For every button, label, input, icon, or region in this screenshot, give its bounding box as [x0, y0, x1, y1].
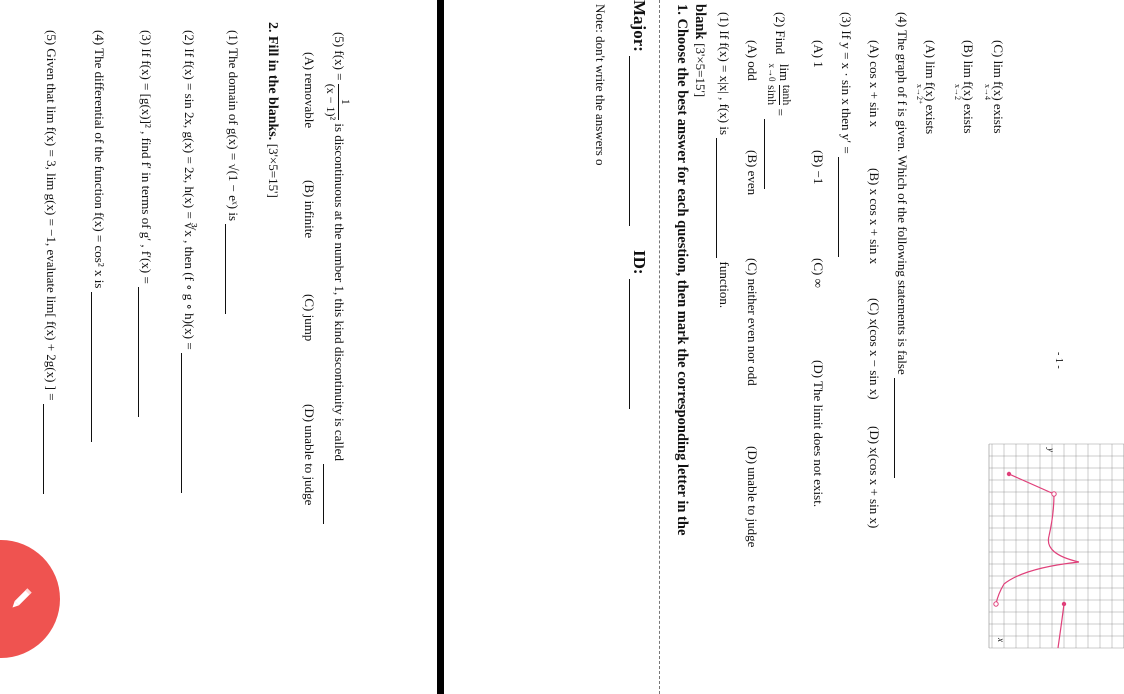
q5-option-d: (D) unable to judge	[302, 404, 317, 506]
q4-blank[interactable]	[894, 378, 907, 478]
q5-text: (5) f(x) = 1 (x − 1)² is discontinuous at the number 1, this kind discontinuity is called	[323, 32, 353, 524]
q2-blank[interactable]	[764, 119, 777, 189]
q1-blank[interactable]	[716, 138, 729, 258]
q1-text: (1) If f(x) = x|x| , f(x) is function.	[717, 12, 732, 309]
b4-text: (4) The differential of the function f(x) = cos² x is	[91, 30, 107, 442]
b1-text: (1) The domain of g(x) = √(1 − eˣ) is	[225, 30, 241, 314]
left-page	[0, 0, 437, 694]
q3-text: (3) If y = x · sin x then y′ =	[838, 12, 854, 257]
q3-blank[interactable]	[838, 157, 851, 257]
function-graph	[989, 444, 1124, 648]
b2-text: (2) If f(x) = sin 2x, g(x) = 2x, h(x) = ∛x , then (f ∘ g ∘ h)(x) =	[181, 30, 197, 493]
major-label: Major:	[629, 0, 649, 226]
q1-option-a: (A) odd	[745, 40, 760, 81]
b1-blank[interactable]	[225, 224, 238, 314]
section2-title: 2. Fill in the blanks. [3'×5=15']	[265, 22, 281, 198]
q3-option-b: (B) x cos x + sin x	[867, 168, 882, 265]
q4-text: (4) The graph of f is given. Which of the following statements is false	[894, 12, 910, 478]
q4-option-a: (A) lim f(x) exists x→2⁺	[915, 40, 938, 135]
q2-text: (2) Find lim x→0 tanh sinh =	[764, 12, 794, 189]
id-field[interactable]	[629, 279, 644, 409]
q1-option-d: (D) unable to judge	[745, 446, 760, 548]
pencil-icon	[7, 585, 35, 613]
section1-title: 1. Choose the best answer for each question, then mark the corresponding letter in the	[674, 4, 690, 536]
q5-option-c: (C) jump	[302, 294, 317, 342]
q5-blank[interactable]	[323, 464, 336, 524]
q2-option-a: (A) 1	[811, 40, 826, 68]
dashed-separator	[659, 0, 660, 694]
q5-option-a: (A) removable	[302, 52, 317, 129]
page-divider	[437, 0, 444, 694]
graph-y-label: y	[1046, 448, 1056, 452]
page-number: - 1 -	[1053, 352, 1064, 369]
graph-curve	[996, 474, 1079, 648]
q3-option-c: (C) x(cos x − sin x)	[867, 298, 882, 400]
right-page	[444, 0, 1064, 694]
q2-option-c: (C) ∞	[811, 258, 826, 288]
id-label: ID:	[629, 250, 649, 409]
b5-text: (5) Given that lim f(x) = 3, lim g(x) = −1, evaluate lim[ f(x) + 2g(x) ] =	[43, 30, 59, 494]
q3-option-d: (D) x(cos x + sin x)	[867, 426, 882, 529]
q5-option-b: (B) infinite	[302, 180, 317, 239]
section1-title-cont: blank [3'×5=15']	[692, 4, 708, 98]
b5-blank[interactable]	[43, 404, 56, 494]
b3-text: (3) If f(x) = [g(x)]² , find f′ in terms of g′ , f′(x) =	[138, 30, 154, 417]
q4-option-c: (C) lim f(x) exists x→4	[983, 40, 1006, 134]
b3-blank[interactable]	[138, 287, 151, 417]
q3-option-a: (A) cos x + sin x	[867, 40, 882, 128]
graph-x-label: x	[996, 638, 1006, 642]
major-field[interactable]	[629, 56, 644, 226]
q1-option-b: (B) even	[745, 150, 760, 196]
b2-blank[interactable]	[181, 353, 194, 493]
q2-option-d: (D) The limit does not exist.	[811, 360, 826, 508]
q4-option-b: (B) lim f(x) exists x→2	[953, 40, 976, 134]
note-text: Note: don't write the answers o	[593, 4, 608, 166]
b4-blank[interactable]	[91, 292, 104, 442]
q1-option-c: (C) neither even nor odd	[745, 258, 760, 386]
q2-option-b: (B) −1	[811, 150, 826, 185]
